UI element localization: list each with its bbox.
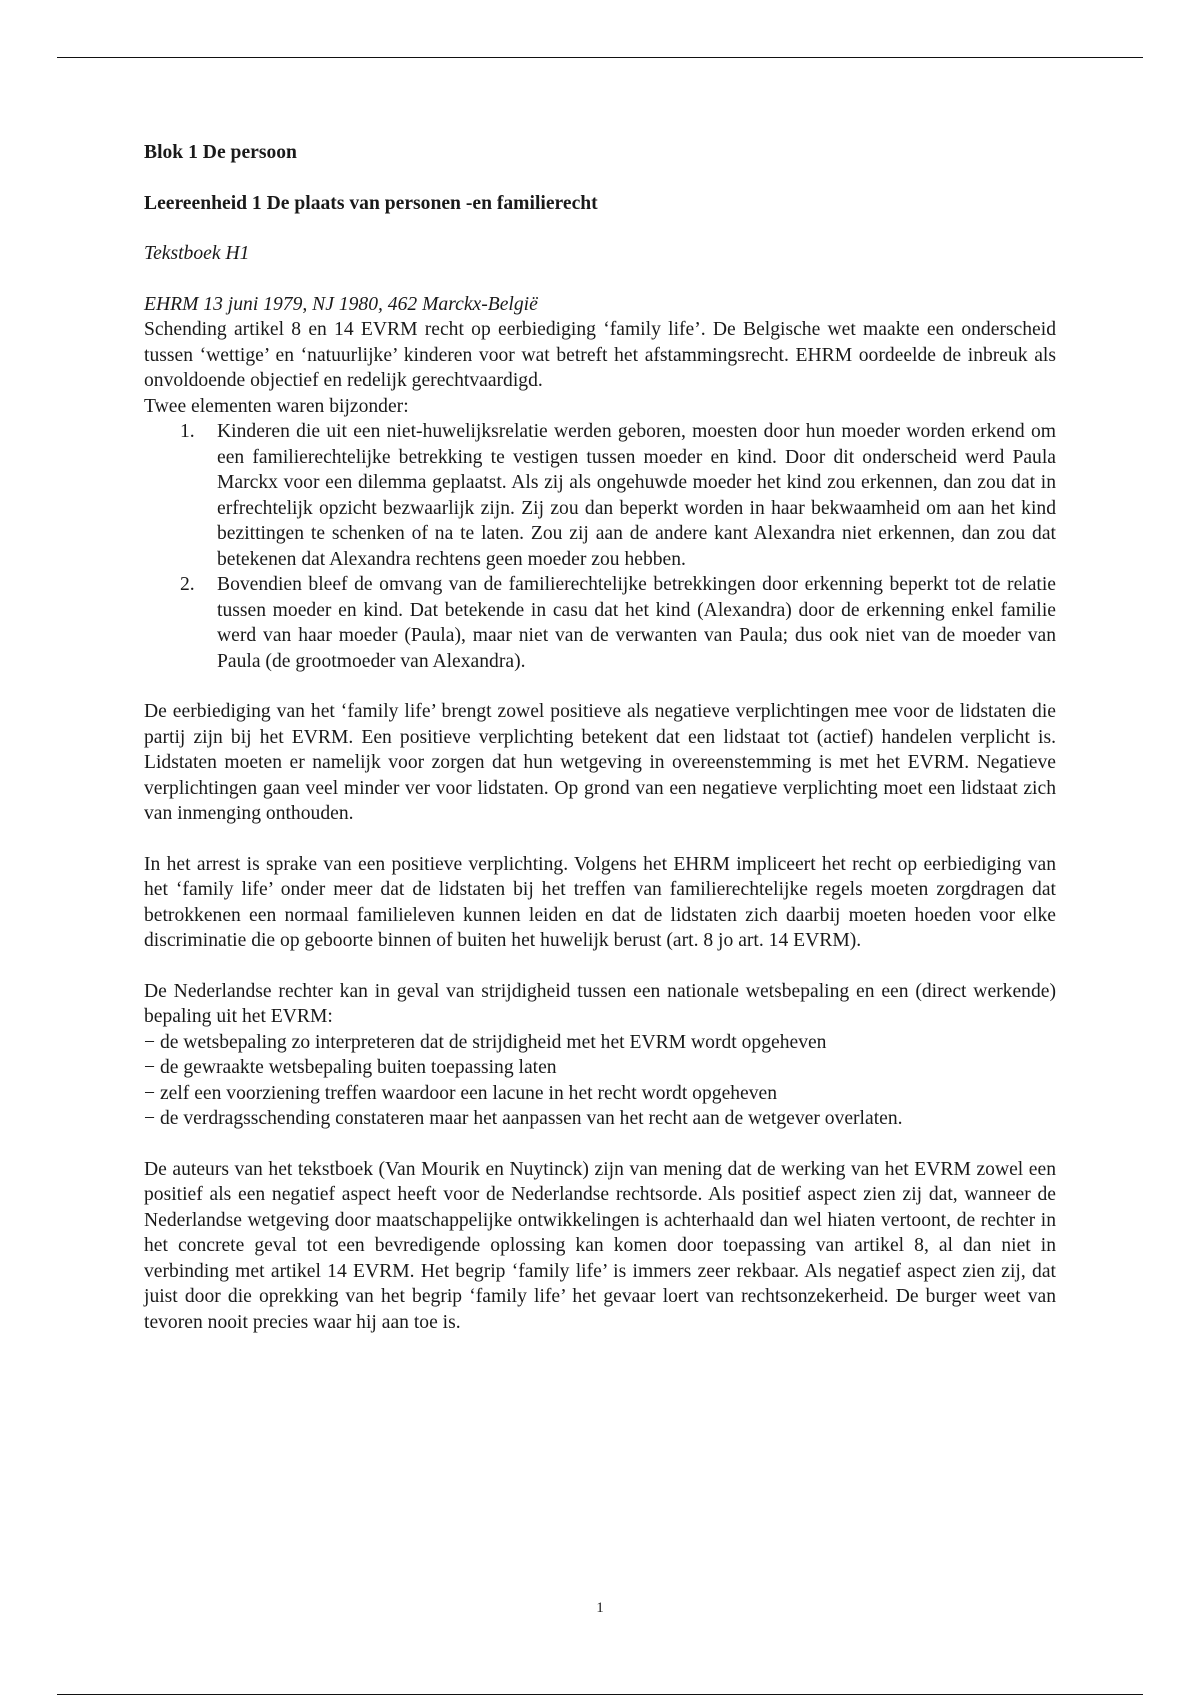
top-rule xyxy=(57,57,1143,58)
paragraph-judge-intro: De Nederlandse rechter kan in geval van strijdigheid tussen een nationale wetsbepaling en een (direct werkende) bepaling uit het EVRM: xyxy=(144,980,1056,1027)
list-item xyxy=(144,572,1056,674)
paragraph-positive-obligation: In het arrest is sprake van een positieve verplichting. Volgens het EHRM impliceert het recht op eerbiediging van het ‘family life’ onder meer dat de lidstaten bij het treffen van familierechtelijke regels moeten zorgdragen dat betrokkenen een normaal familieleven kunnen leiden en dat de lidstaten zich daarbij moeten hoeden voor elke discriminatie die op geboorte binnen of buiten het huwelijk berust (art. 8 jo art. 14 EVRM). xyxy=(144,853,1056,951)
textbook-reference: Tekstboek H1 xyxy=(144,243,250,264)
elements-intro: Twee elementen waren bijzonder: xyxy=(144,395,409,417)
unit-title: Leereenheid 1 De plaats van personen -en familierecht xyxy=(144,192,598,214)
bottom-rule xyxy=(57,1694,1143,1695)
paragraph-authors: De auteurs van het tekstboek (Van Mourik en Nuytinck) zijn van mening dat de werking van het EVRM zowel een positief als een negatief aspect heeft voor de Nederlandse rechtsorde. Als positief aspect zien zij dat, wanneer de Nederlandse wetgeving door maatschappelijke ontwikkelingen is achterhaald dan wel hiaten vertoont, de rechter in het concrete geval tot een bevredigende oplossing kan komen door toepassing van artikel 8, al dan niet in verbinding met artikel 14 EVRM. Het begrip ‘family life’ is immers zeer rekbaar. Als negatief aspect zien zij, dat juist door die oprekking van het begrip ‘family life’ het gevaar loert van rechtsonzekerheid. De burger weet van tevoren nooit precies waar hij aan toe is. xyxy=(144,1158,1056,1333)
list-item-text: Kinderen die uit een niet-huwelijksrelatie werden geboren, moesten door hun moeder worden erkend om een familierechtelijke betrekking te vestigen tussen moeder en kind. Door dit onderscheid werd Paula Marckx voor een dilemma geplaatst. Als zij als ongehuwde moeder het kind zou erkennen, dan zou dat in erfrechtelijk opzicht bezwaarlijk zijn. Zij zou dan beperkt worden in haar bekwaamheid om aan het kind bezittingen te schenken of na te laten. Zou zij aan de andere kant Alexandra niet erkennen, dan zou dat betekenen dat Alexandra rechtens geen moeder zou hebben. xyxy=(217,421,1056,570)
block-title: Blok 1 De persoon xyxy=(144,142,297,163)
list-item: − de verdragsschending constateren maar het aanpassen van het recht aan de wetgever overlaten. xyxy=(144,1108,903,1129)
list-item: − de gewraakte wetsbepaling buiten toepassing laten xyxy=(144,1057,557,1078)
list-item-text: Bovendien bleef de omvang van de familierechtelijke betrekkingen door erkenning beperkt tot de relatie tussen moeder en kind. Dat betekende in casu dat het kind (Alexandra) door de erkenning enkel familie werd van haar moeder (Paula), maar niet van de verwanten van Paula; dus ook niet van de moeder van Paula (de grootmoeder van Alexandra). xyxy=(217,574,1056,672)
list-item: − zelf een voorziening treffen waardoor een lacune in het recht wordt opgeheven xyxy=(144,1082,778,1104)
page-number: 1 xyxy=(596,1600,604,1616)
list-item-number: 2. xyxy=(180,574,195,595)
document-body xyxy=(144,140,1056,1335)
judge-options-list xyxy=(144,1030,1056,1132)
list-item-number: 1. xyxy=(180,421,195,442)
list-item: − de wetsbepaling zo interpreteren dat de strijdigheid met het EVRM wordt opgeheven xyxy=(144,1031,827,1053)
case-summary: Schending artikel 8 en 14 EVRM recht op eerbiediging ‘family life’. De Belgische wet maakte een onderscheid tussen ‘wettige’ en ‘natuurlijke’ kinderen voor wat betreft het afstammingsrecht. EHRM oordeelde de inbreuk als onvoldoende objectief en redelijk gerechtvaardigd. xyxy=(144,319,1056,391)
case-reference: EHRM 13 juni 1979, NJ 1980, 462 Marckx-België xyxy=(144,293,538,315)
paragraph-obligations: De eerbiediging van het ‘family life’ brengt zowel positieve als negatieve verplichtingen mee voor de lidstaten die partij zijn bij het EVRM. Een positieve verplichting betekent dat een lidstaat tot (actief) handelen verplicht is. Lidstaten moeten er namelijk voor zorgen dat hun wetgeving in overeenstemming is met het EVRM. Negatieve verplichtingen gaan veel minder ver voor lidstaten. Op grond van een negatieve verplichting moet een lidstaat zich van inmenging onthouden. xyxy=(144,701,1056,824)
elements-list xyxy=(144,419,1056,674)
list-item xyxy=(144,419,1056,572)
